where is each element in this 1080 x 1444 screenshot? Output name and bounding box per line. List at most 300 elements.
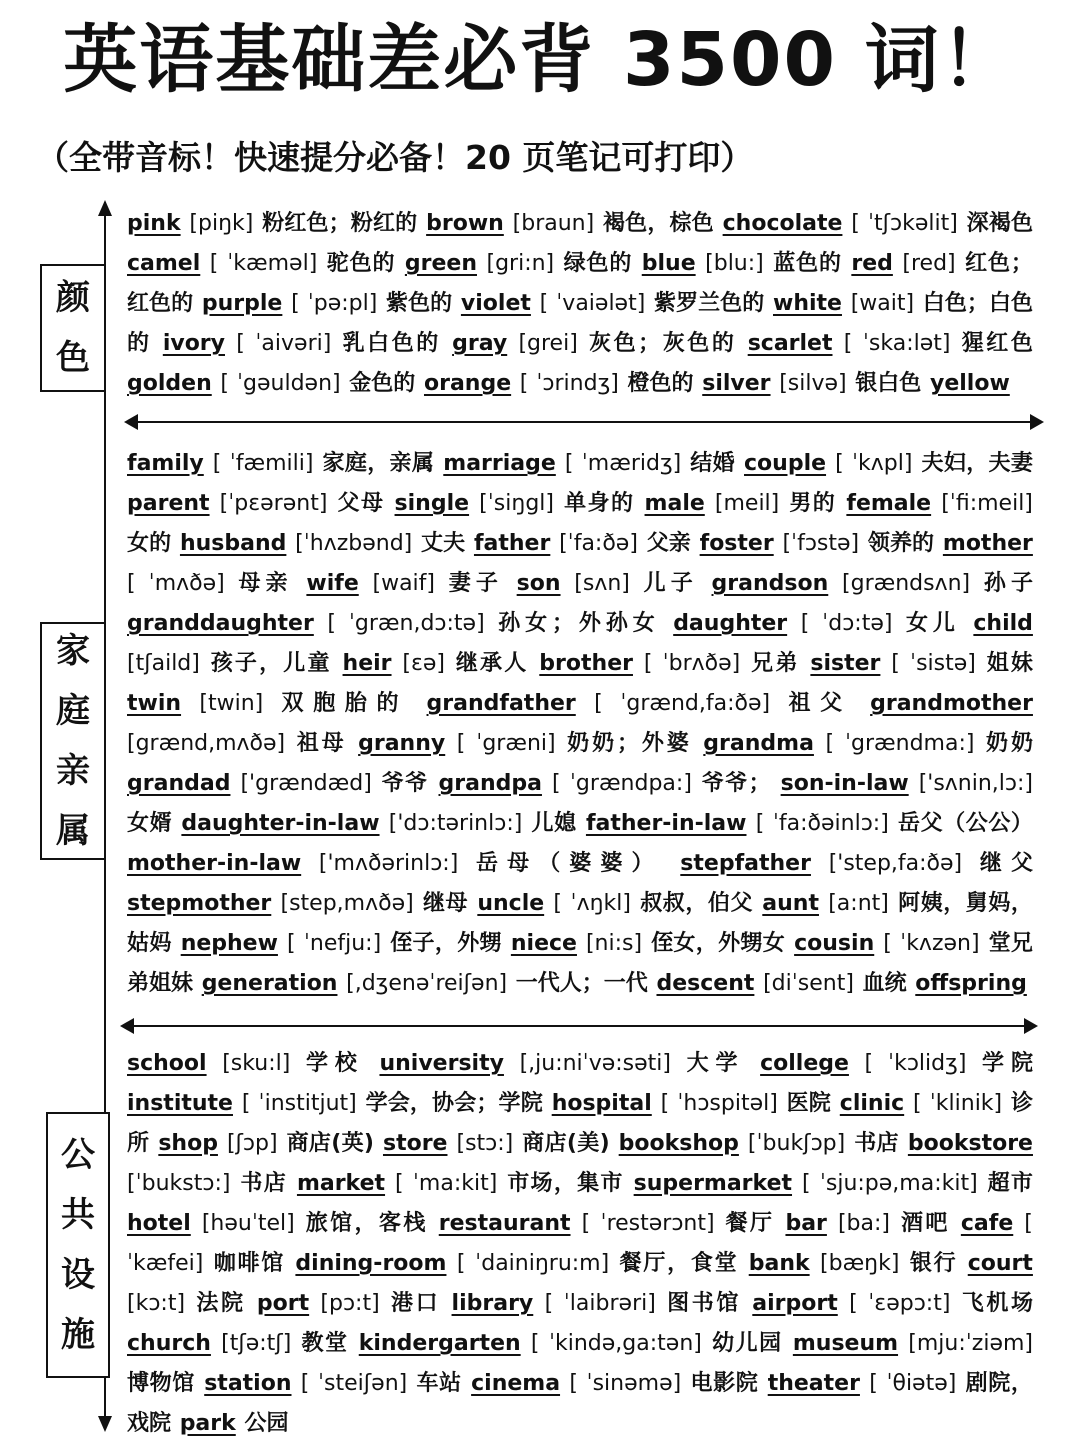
vocab-phonetic: [,ju:niˈvə:səti] [519, 1051, 671, 1076]
vocab-meaning: 岳母（婆婆） [476, 851, 663, 876]
vocab-entry [703, 731, 1033, 756]
vocab-word: yellow [929, 371, 1010, 396]
vocab-entry [295, 1251, 738, 1276]
vocab-meaning: 学院 [982, 1051, 1033, 1076]
vocab-meaning: 继母 [422, 891, 469, 916]
vocab-word: daughter [673, 611, 788, 636]
vocab-phonetic: [grændsʌn] [842, 571, 971, 596]
vocab-meaning: 超市 [987, 1171, 1033, 1196]
vocab-entry [257, 1291, 440, 1316]
vocab-entry [552, 1091, 831, 1116]
vocab-word: station [204, 1371, 292, 1396]
vocab-phonetic: [ˈfi:meil] [941, 491, 1033, 516]
vocab-section-public-facilities [127, 1044, 1033, 1444]
vocab-entry [443, 451, 735, 476]
vocab-meaning: 绿色的 [563, 251, 633, 276]
vocab-word: dining-room [295, 1251, 447, 1276]
vocab-meaning: 奶奶 [986, 731, 1033, 756]
vocab-word: cafe [960, 1211, 1014, 1236]
vocab-meaning: 银行 [909, 1251, 958, 1276]
arrow-down-icon [98, 1416, 112, 1432]
vocab-word: nephew [180, 931, 278, 956]
vocab-meaning: 紫罗兰色的 [654, 291, 765, 316]
category-char: 施 [61, 1315, 95, 1355]
vocab-word: scarlet [747, 331, 833, 356]
vocab-meaning: 侄子，外甥 [390, 931, 502, 956]
vocab-phonetic: [ˈpɛərənt] [219, 491, 328, 516]
vocab-word: blue [641, 251, 696, 276]
vocab-entry [359, 1331, 783, 1356]
vocab-meaning: 餐厅，食堂 [619, 1251, 739, 1276]
vocab-phonetic: [braun] [512, 211, 595, 236]
vocab-meaning: 诊所 [127, 1091, 1033, 1156]
vocab-meaning: 红色；红色的 [127, 251, 1033, 316]
vocab-word: court [967, 1251, 1033, 1276]
vocab-word: bank [748, 1251, 810, 1276]
vocab-word: institute [127, 1091, 233, 1116]
vocab-phonetic: [pɔ:t] [320, 1291, 380, 1316]
vocab-phonetic: [ˈbukstɔ:] [127, 1171, 231, 1196]
vocab-entry [127, 371, 415, 396]
category-char: 庭 [56, 691, 90, 731]
vocab-phonetic: ['grændæd] [240, 771, 372, 796]
vocab-meaning: 夫妇，夫妻 [921, 451, 1033, 476]
vocab-entry [379, 1051, 744, 1076]
vocab-word: camel [127, 251, 201, 276]
vocab-phonetic: [ni:s] [585, 931, 643, 956]
vocab-phonetic: [sʌn] [574, 571, 630, 596]
vocab-phonetic: [ ˈɛəpɔ:t] [849, 1291, 951, 1316]
vocab-word: supermarket [633, 1171, 793, 1196]
vocab-phonetic: [silvə] [779, 371, 847, 396]
vocab-phonetic: [sku:l] [222, 1051, 291, 1076]
vocab-phonetic: ['mʌðərinlɔ:] [318, 851, 459, 876]
vocab-phonetic: [ ˈʌŋkl] [553, 891, 631, 916]
vocab-phonetic: [tʃə:tʃ] [221, 1331, 292, 1356]
vocab-word: silver [702, 371, 771, 396]
vocab-word: green [404, 251, 477, 276]
vocab-phonetic: [ˈsiŋgl] [479, 491, 554, 516]
vocab-word: university [379, 1051, 504, 1076]
vocab-phonetic: [ ˈbrʌðə] [643, 651, 741, 676]
vocab-phonetic: [ ˈrestərɔnt] [581, 1211, 715, 1236]
vocab-phonetic: [,dʒenəˈreiʃən] [346, 971, 508, 996]
vocab-word: grandad [127, 771, 231, 796]
vocab-word: couple [744, 451, 827, 476]
vocab-entry [127, 891, 468, 916]
vocab-meaning: 双胞胎的 [281, 691, 409, 716]
vocab-entry [180, 1411, 289, 1436]
vocab-phonetic: [ ˈgræni] [456, 731, 556, 756]
vocab-meaning: 学校 [305, 1051, 364, 1076]
vocab-word: grandmother [870, 691, 1033, 716]
vocab-phonetic: [piŋk] [189, 211, 254, 236]
vocab-word: gray [452, 331, 508, 356]
vocab-meaning: 结婚 [690, 451, 735, 476]
category-label-public-facilities [46, 1112, 110, 1378]
vocab-entry [202, 291, 452, 316]
vocab-meaning: 孙女；外孙女 [498, 611, 660, 636]
vocab-meaning: 图书馆 [667, 1291, 741, 1316]
vocab-meaning: 大学 [686, 1051, 745, 1076]
vocab-word: shop [158, 1131, 218, 1156]
category-char: 色 [56, 338, 90, 378]
vocab-meaning: 男的 [789, 491, 837, 516]
vocab-phonetic: [meil] [714, 491, 780, 516]
vocab-phonetic: [ ˈgrændpa:] [551, 771, 692, 796]
vocab-word: cinema [471, 1371, 561, 1396]
vocab-entry [656, 971, 906, 996]
vocab-entry [461, 291, 764, 316]
vocab-word: granddaughter [127, 611, 314, 636]
vocab-word: port [256, 1291, 310, 1316]
vocab-meaning: 蓝色的 [773, 251, 842, 276]
vocab-entry [343, 651, 529, 676]
vocab-meaning: 一代人；一代 [515, 971, 648, 996]
vocab-word: hospital [551, 1091, 652, 1116]
vocab-meaning: 深褐色 [966, 211, 1033, 236]
vocab-entry [539, 651, 799, 676]
vocab-phonetic: ['dɔ:tərinlɔ:] [388, 811, 523, 836]
vocab-phonetic: [a:nt] [828, 891, 889, 916]
vocab-phonetic: [blu:] [705, 251, 764, 276]
vocab-entry [471, 1371, 758, 1396]
vocab-phonetic: [ ˈklinik] [913, 1091, 1003, 1116]
vocab-meaning: 白色；白色的 [127, 291, 1033, 356]
vocab-entry [645, 491, 837, 516]
vocab-word: grandma [703, 731, 814, 756]
vocab-word: grandson [711, 571, 829, 596]
vocab-phonetic: [ ˈtʃɔkəlit] [851, 211, 958, 236]
vocab-entry [127, 851, 663, 876]
vocab-phonetic: [ ˈkæfei] [127, 1211, 1033, 1276]
vocab-meaning: 剧院，戏院 [127, 1371, 1033, 1436]
vocab-word: son [516, 571, 561, 596]
vocab-meaning: 市场，集市 [507, 1171, 624, 1196]
vocab-phonetic: [ ˈnefju:] [286, 931, 382, 956]
vocab-section-family [127, 444, 1033, 1004]
vocab-meaning: 姐妹 [986, 651, 1033, 676]
vocab-phonetic: [ ˈaivəri] [236, 331, 332, 356]
vocab-phonetic: [ ˈkæməl] [209, 251, 318, 276]
vocab-entry [306, 571, 503, 596]
vocab-meaning: 孩子，儿童 [210, 651, 332, 676]
vocab-meaning: 猩红色 [961, 331, 1033, 356]
vocab-meaning: 儿子 [643, 571, 698, 596]
vocab-meaning: 爷爷 [381, 771, 429, 796]
vocab-phonetic: [ ˈsteiʃən] [300, 1371, 408, 1396]
vocab-meaning: 医院 [786, 1091, 831, 1116]
vocab-phonetic: ['sʌnin,lɔ:] [918, 771, 1033, 796]
vocab-meaning: 书店 [240, 1171, 287, 1196]
vocab-word: aunt [762, 891, 819, 916]
vocab-word: grandfather [426, 691, 576, 716]
vocab-entry [181, 811, 576, 836]
vocab-phonetic: [ ˈska:lət] [843, 331, 951, 356]
vocab-word: single [394, 491, 470, 516]
vocab-meaning: 酒吧 [901, 1211, 950, 1236]
vocab-entry [127, 1091, 543, 1116]
vocab-entry [619, 1131, 899, 1156]
vocab-entry [383, 1131, 610, 1156]
vocab-word: marriage [443, 451, 556, 476]
vocab-word: airport [752, 1291, 838, 1316]
vocab-phonetic: [mju:ˈziəm] [908, 1331, 1033, 1356]
category-char: 设 [61, 1255, 95, 1295]
vocab-word: library [451, 1291, 534, 1316]
vocab-phonetic: [ʃɔp] [226, 1131, 278, 1156]
vocab-entry [748, 331, 1033, 356]
vocab-phonetic: [ ˈɔrindʒ] [519, 371, 619, 396]
vocab-phonetic: [ ˈinstitjut] [241, 1091, 357, 1116]
vocab-entry [744, 451, 1033, 476]
vocab-entry [395, 491, 635, 516]
vocab-phonetic: [grænd,mʌðə] [127, 731, 286, 756]
vocab-phonetic: [bæŋk] [820, 1251, 900, 1276]
vocab-entry [452, 331, 736, 356]
vocab-word: bookstore [907, 1131, 1033, 1156]
vocab-entry [810, 651, 1033, 676]
vocab-meaning: 岳父（公公） [898, 811, 1033, 836]
vocab-entry [915, 971, 1027, 996]
vocab-word: cousin [794, 931, 875, 956]
vocab-meaning: 领养的 [867, 531, 935, 556]
vocab-entry [181, 931, 502, 956]
vocab-section-colors [127, 204, 1033, 404]
vocab-meaning: 银白色 [855, 371, 922, 396]
vocab-entry [439, 771, 771, 796]
vocab-phonetic: [ ˈkində,ga:tən] [530, 1331, 702, 1356]
vocab-word: parent [127, 491, 210, 516]
vocab-meaning: 紫色的 [386, 291, 453, 316]
vocab-entry [930, 371, 1010, 396]
vocab-phonetic: [kɔ:t] [127, 1291, 186, 1316]
vocab-entry [760, 1051, 1033, 1076]
vocab-entry [127, 211, 417, 236]
vocab-meaning: 商店(英) [286, 1131, 374, 1156]
vocab-phonetic: [ ˈgræn,dɔ:tə] [327, 611, 485, 636]
vocab-word: descent [656, 971, 755, 996]
vocab-meaning: 孙子 [983, 571, 1033, 596]
vocab-word: kindergarten [358, 1331, 521, 1356]
vocab-word: mother-in-law [127, 851, 302, 876]
vocab-meaning: 褐色，棕色 [603, 211, 714, 236]
vocab-meaning: 橙色的 [627, 371, 694, 396]
vocab-word: park [179, 1411, 236, 1436]
vocab-meaning: 女的 [127, 531, 172, 556]
vocab-entry [452, 1291, 741, 1316]
vocab-word: violet [460, 291, 531, 316]
vocab-word: clinic [839, 1091, 905, 1116]
vocab-phonetic: [ ˈkʌpl] [835, 451, 913, 476]
vocab-meaning: 血统 [862, 971, 907, 996]
page-subtitle: （全带音标！快速提分必备！20 页笔记可打印） [36, 138, 754, 177]
vocab-phonetic: [ ˈfæmili] [212, 451, 314, 476]
vocab-entry [785, 1211, 949, 1236]
category-char: 共 [61, 1195, 95, 1235]
vocab-entry [202, 971, 648, 996]
section-divider-arrow [128, 421, 1040, 423]
vocab-word: market [296, 1171, 386, 1196]
page-title: 英语基础差必背 3500 词！ [63, 17, 1017, 103]
vocab-meaning: 丈夫 [421, 531, 466, 556]
vocab-meaning: 女儿 [906, 611, 960, 636]
vocab-meaning: 单身的 [564, 491, 635, 516]
vocab-meaning: 博物馆 [127, 1371, 195, 1396]
vocab-phonetic: [wait] [850, 291, 915, 316]
vocab-word: church [127, 1331, 211, 1356]
vocab-word: husband [179, 531, 287, 556]
vocab-word: heir [342, 651, 392, 676]
vocab-entry [673, 611, 960, 636]
vocab-phonetic: [ba:] [837, 1211, 890, 1236]
arrow-up-icon [98, 200, 112, 216]
vocab-meaning: 商店(美) [522, 1131, 610, 1156]
vocab-word: bar [785, 1211, 827, 1236]
vocab-meaning: 祖母 [296, 731, 347, 756]
vocab-phonetic: [ ˈdɔ:tə] [800, 611, 893, 636]
vocab-meaning: 书店 [854, 1131, 899, 1156]
vocab-word: red [851, 251, 893, 276]
vocab-meaning: 港口 [390, 1291, 441, 1316]
vocab-entry [426, 211, 714, 236]
vocab-phonetic: [ˈfa:ðə] [559, 531, 638, 556]
category-char: 公 [61, 1135, 95, 1175]
vocab-entry [712, 571, 1033, 596]
category-char: 家 [56, 631, 90, 671]
vocab-phonetic: [gri:n] [486, 251, 555, 276]
vocab-phonetic: [stɔ:] [456, 1131, 514, 1156]
vocab-entry [517, 571, 698, 596]
vocab-phonetic: [ˈfɔstə] [782, 531, 860, 556]
vocab-word: child [973, 611, 1033, 636]
vocab-phonetic: [həuˈtel] [201, 1211, 295, 1236]
vocab-word: generation [201, 971, 338, 996]
vocab-entry [634, 1171, 1033, 1196]
vocab-meaning: 女婿 [127, 811, 173, 836]
vocab-entry [127, 1331, 349, 1356]
vocab-meaning: 父母 [337, 491, 385, 516]
vocab-entry [427, 691, 852, 716]
vocab-meaning: 侄女，外甥女 [651, 931, 786, 956]
vocab-word: brown [426, 211, 504, 236]
vocab-meaning: 堂兄弟姐妹 [127, 931, 1033, 996]
vocab-meaning: 灰色；灰色的 [589, 331, 737, 356]
vocab-entry [700, 531, 935, 556]
vocab-word: son-in-law [780, 771, 909, 796]
vocab-meaning: 电影院 [690, 1371, 759, 1396]
vocab-word: chocolate [722, 211, 843, 236]
vocab-entry [477, 891, 753, 916]
vocab-word: orange [423, 371, 512, 396]
vocab-word: grandpa [438, 771, 542, 796]
vocab-phonetic: [diˈsent] [763, 971, 854, 996]
vocab-word: uncle [477, 891, 545, 916]
vocab-phonetic: [ˈhʌzbənd] [295, 531, 413, 556]
vocab-word: father-in-law [585, 811, 747, 836]
vocab-entry [642, 251, 842, 276]
vocab-word: niece [510, 931, 577, 956]
vocab-meaning: 乳白色的 [342, 331, 441, 356]
vocab-entry [127, 691, 408, 716]
vocab-meaning: 教堂 [301, 1331, 349, 1356]
vocab-entry [127, 1051, 364, 1076]
vocab-word: foster [699, 531, 774, 556]
vocab-entry [180, 531, 465, 556]
vocab-phonetic: [ ˈsistə] [891, 651, 976, 676]
vocab-word: stepfather [680, 851, 811, 876]
vocab-word: father [473, 531, 551, 556]
vocab-phonetic: [ˈbukʃɔp] [747, 1131, 846, 1156]
vocab-entry [586, 811, 1033, 836]
category-char: 属 [56, 811, 90, 851]
vocab-word: restaurant [438, 1211, 571, 1236]
vocab-word: twin [127, 691, 182, 716]
vocab-phonetic: [ ˈθiətə] [869, 1371, 957, 1396]
vocab-meaning: 餐厅 [725, 1211, 775, 1236]
vocab-entry [680, 851, 1033, 876]
vocab-meaning: 奶奶；外婆 [567, 731, 692, 756]
vocab-meaning: 继父 [979, 851, 1033, 876]
vocab-phonetic: [ɛə] [402, 651, 445, 676]
vocab-word: daughter-in-law [181, 811, 380, 836]
vocab-entry [127, 611, 660, 636]
vocab-phonetic: [ ˈkɔlidʒ] [864, 1051, 967, 1076]
vocab-word: theater [767, 1371, 860, 1396]
vocab-word: mother [942, 531, 1033, 556]
vocab-meaning: 飞机场 [961, 1291, 1033, 1316]
vocab-meaning: 公园 [244, 1411, 289, 1436]
vocab-entry [474, 531, 691, 556]
vocab-entry [127, 451, 434, 476]
vocab-meaning: 阿姨，舅妈，姑妈 [127, 891, 1033, 956]
vocab-phonetic: [ ˈfa:ðəinlɔ:] [755, 811, 889, 836]
vocab-word: granny [358, 731, 446, 756]
vocab-phonetic: [ ˈmæridʒ] [564, 451, 682, 476]
vocab-phonetic: [red] [902, 251, 956, 276]
vocab-entry [358, 731, 692, 756]
vocab-meaning: 妻子 [448, 571, 503, 596]
vocab-word: purple [201, 291, 283, 316]
vocab-phonetic: [ ˈlaibrəri] [544, 1291, 656, 1316]
vocab-word: stepmother [127, 891, 272, 916]
vocab-phonetic: [ ˈpə:pl] [291, 291, 378, 316]
category-label-colors [40, 264, 106, 392]
vocab-word: family [127, 451, 204, 476]
category-char: 亲 [56, 751, 90, 791]
vocab-word: white [773, 291, 842, 316]
vocab-word: brother [539, 651, 633, 676]
vocab-meaning: 兄弟 [751, 651, 800, 676]
vocab-word: museum [792, 1331, 899, 1356]
vocab-phonetic: [waif] [372, 571, 435, 596]
vocab-meaning: 车站 [416, 1371, 462, 1396]
vocab-word: school [127, 1051, 207, 1076]
vocab-meaning: 叔叔，伯父 [640, 891, 754, 916]
vocab-entry [439, 1211, 775, 1236]
vocab-entry [204, 1371, 462, 1396]
vocab-meaning: 咖啡馆 [213, 1251, 285, 1276]
vocab-meaning: 家庭，亲属 [322, 451, 435, 476]
vocab-word: hotel [127, 1211, 191, 1236]
vocab-entry [749, 1251, 958, 1276]
vocab-entry [297, 1171, 624, 1196]
vocab-entry [405, 251, 632, 276]
vocab-phonetic: [ ˈgəuldən] [220, 371, 341, 396]
vocab-meaning: 父亲 [646, 531, 691, 556]
category-label-family [40, 622, 106, 860]
vocab-meaning: 驼色的 [326, 251, 396, 276]
